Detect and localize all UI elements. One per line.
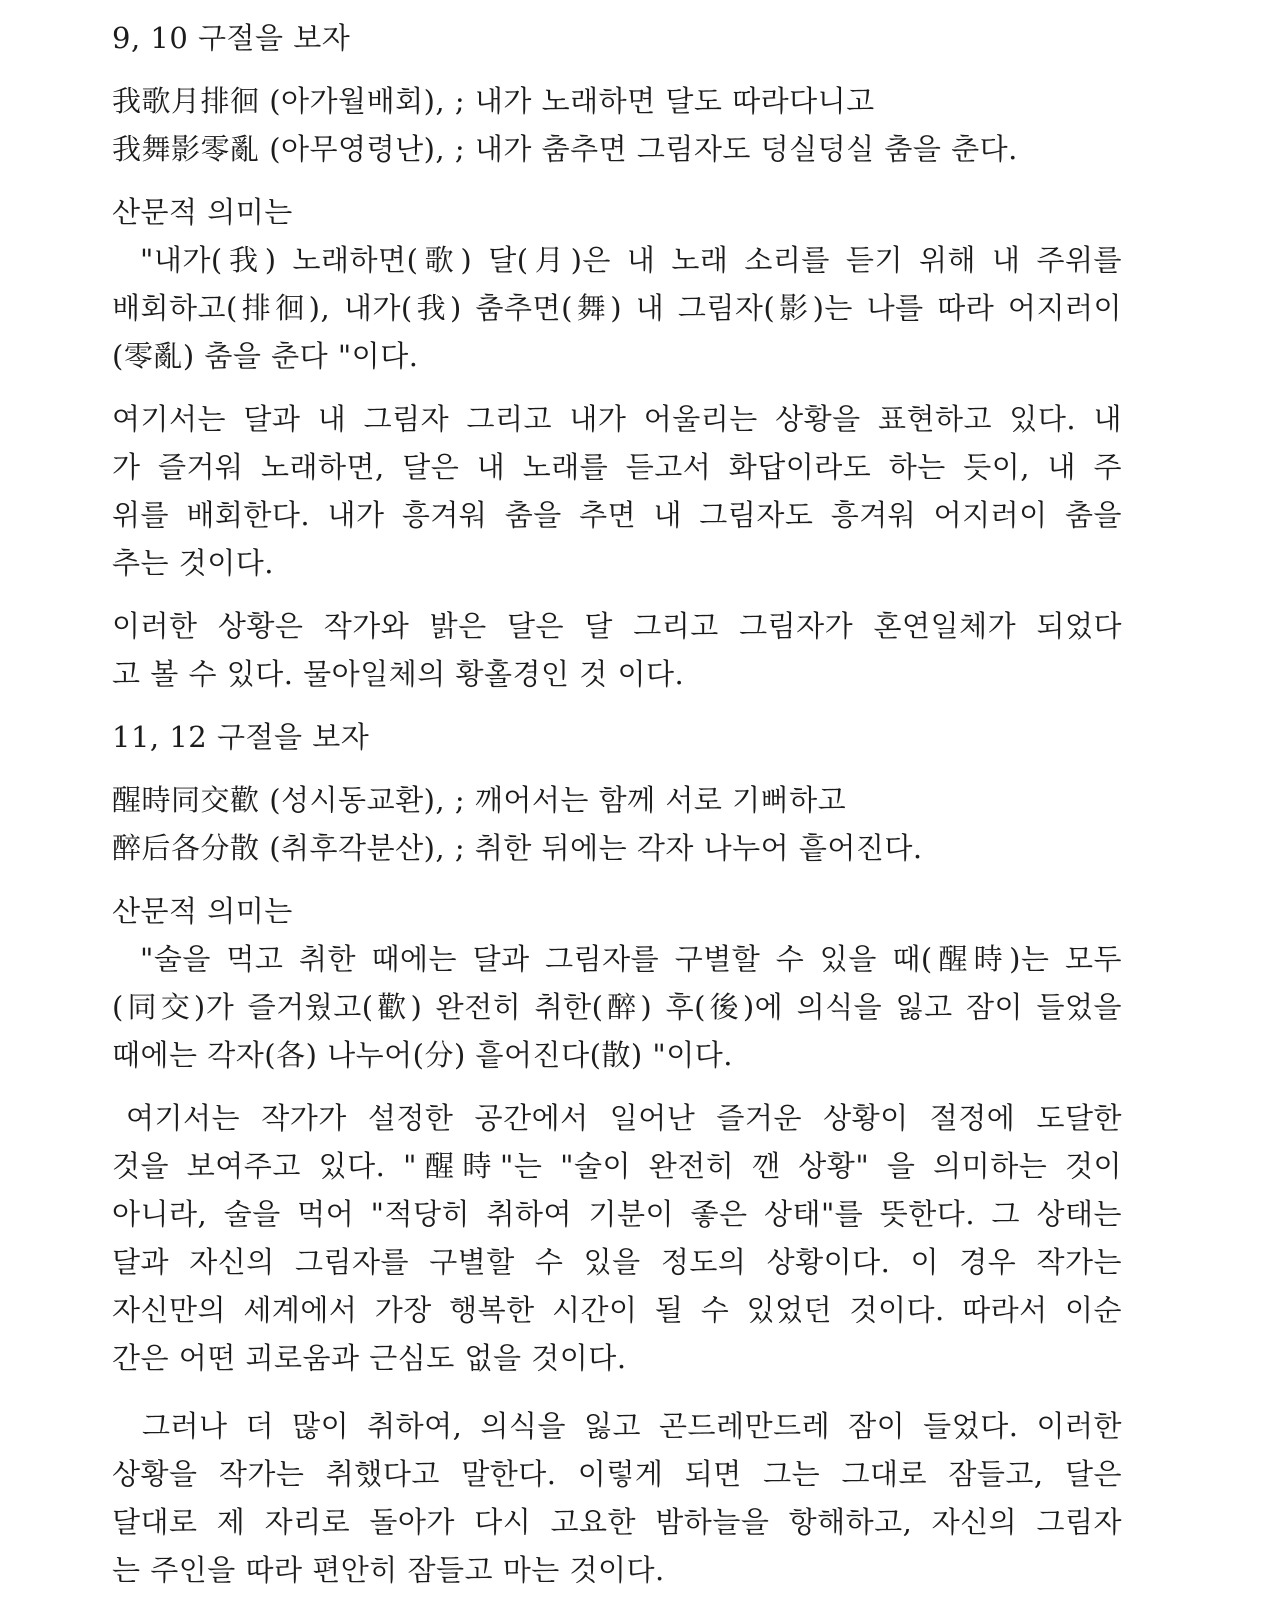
prose-label: 산문적 의미는 — [112, 195, 293, 229]
paragraph-line: 달대로 제 자리로 돌아가 다시 고요한 밤하늘을 항해하고, 자신의 그림자 — [112, 1505, 1122, 1539]
paragraph-line: 는 주인을 따라 편안히 잠들고 마는 것이다. — [112, 1553, 665, 1587]
paragraph-line: 이러한 상황은 작가와 밝은 달은 달 그리고 그림자가 혼연일체가 되었다 — [112, 609, 1122, 643]
paragraph-line: 위를 배회한다. 내가 흥겨워 춤을 추면 내 그림자도 흥겨워 어지러이 춤을 — [112, 498, 1122, 532]
prose-line: 배회하고(排徊), 내가(我) 춤추면(舞) 내 그림자(影)는 나를 따라 어지러이 — [112, 291, 1122, 325]
paragraph-line: 달과 자신의 그림자를 구별할 수 있을 정도의 상황이다. 이 경우 작가는 — [112, 1245, 1122, 1279]
prose-line: "술을 먹고 취한 때에는 달과 그림자를 구별할 수 있을 때(醒時)는 모두 — [140, 942, 1122, 976]
prose-line: (同交)가 즐거웠고(歡) 완전히 취한(醉) 후(後)에 의식을 잃고 잠이 들었을 — [112, 990, 1122, 1024]
paragraph-line: 상황을 작가는 취했다고 말한다. 이렇게 되면 그는 그대로 잠들고, 달은 — [112, 1457, 1122, 1491]
paragraph-line: 여기서는 달과 내 그림자 그리고 내가 어울리는 상황을 표현하고 있다. 내 — [112, 402, 1122, 436]
paragraph-line: 고 볼 수 있다. 물아일체의 황홀경인 것 이다. — [112, 657, 685, 691]
prose-line: (零亂) 춤을 춘다 "이다. — [112, 339, 419, 373]
paragraph-line: 간은 어떤 괴로움과 근심도 없을 것이다. — [112, 1341, 627, 1375]
prose-line: "내가(我) 노래하면(歌) 달(月)은 내 노래 소리를 듣기 위해 내 주위를 — [140, 243, 1122, 277]
section-heading-9-10: 9, 10 구절을 보자 — [112, 21, 351, 55]
verse-line-11: 醒時同交歡 (성시동교환), ; 깨어서는 함께 서로 기뻐하고 — [112, 783, 847, 817]
prose-line: 때에는 각자(各) 나누어(分) 흩어진다(散) "이다. — [112, 1038, 734, 1072]
paragraph-line: 자신만의 세계에서 가장 행복한 시간이 될 수 있었던 것이다. 따라서 이순 — [112, 1293, 1122, 1327]
paragraph-line: 여기서는 작가가 설정한 공간에서 일어난 즐거운 상황이 절정에 도달한 — [126, 1101, 1122, 1135]
paragraph-line: 그러나 더 많이 취하여, 의식을 잃고 곤드레만드레 잠이 들었다. 이러한 — [142, 1409, 1122, 1443]
verse-line-12: 醉后各分散 (취후각분산), ; 취한 뒤에는 각자 나누어 흩어진다. — [112, 831, 923, 865]
paragraph-line: 추는 것이다. — [112, 546, 275, 580]
verse-line-9: 我歌月排徊 (아가월배회), ; 내가 노래하면 달도 따라다니고 — [112, 84, 875, 118]
verse-line-10: 我舞影零亂 (아무영령난), ; 내가 춤추면 그림자도 덩실덩실 춤을 춘다. — [112, 132, 1018, 166]
prose-label: 산문적 의미는 — [112, 894, 293, 928]
section-heading-11-12: 11, 12 구절을 보자 — [112, 720, 370, 754]
paragraph-line: 가 즐거워 노래하면, 달은 내 노래를 듣고서 화답이라도 하는 듯이, 내 주 — [112, 450, 1122, 484]
paragraph-line: 것을 보여주고 있다. "醒時"는 "술이 완전히 깬 상황" 을 의미하는 것이 — [112, 1149, 1122, 1183]
paragraph-line: 아니라, 술을 먹어 "적당히 취하여 기분이 좋은 상태"를 뜻한다. 그 상태는 — [112, 1197, 1122, 1231]
document-body — [112, 14, 1122, 1594]
